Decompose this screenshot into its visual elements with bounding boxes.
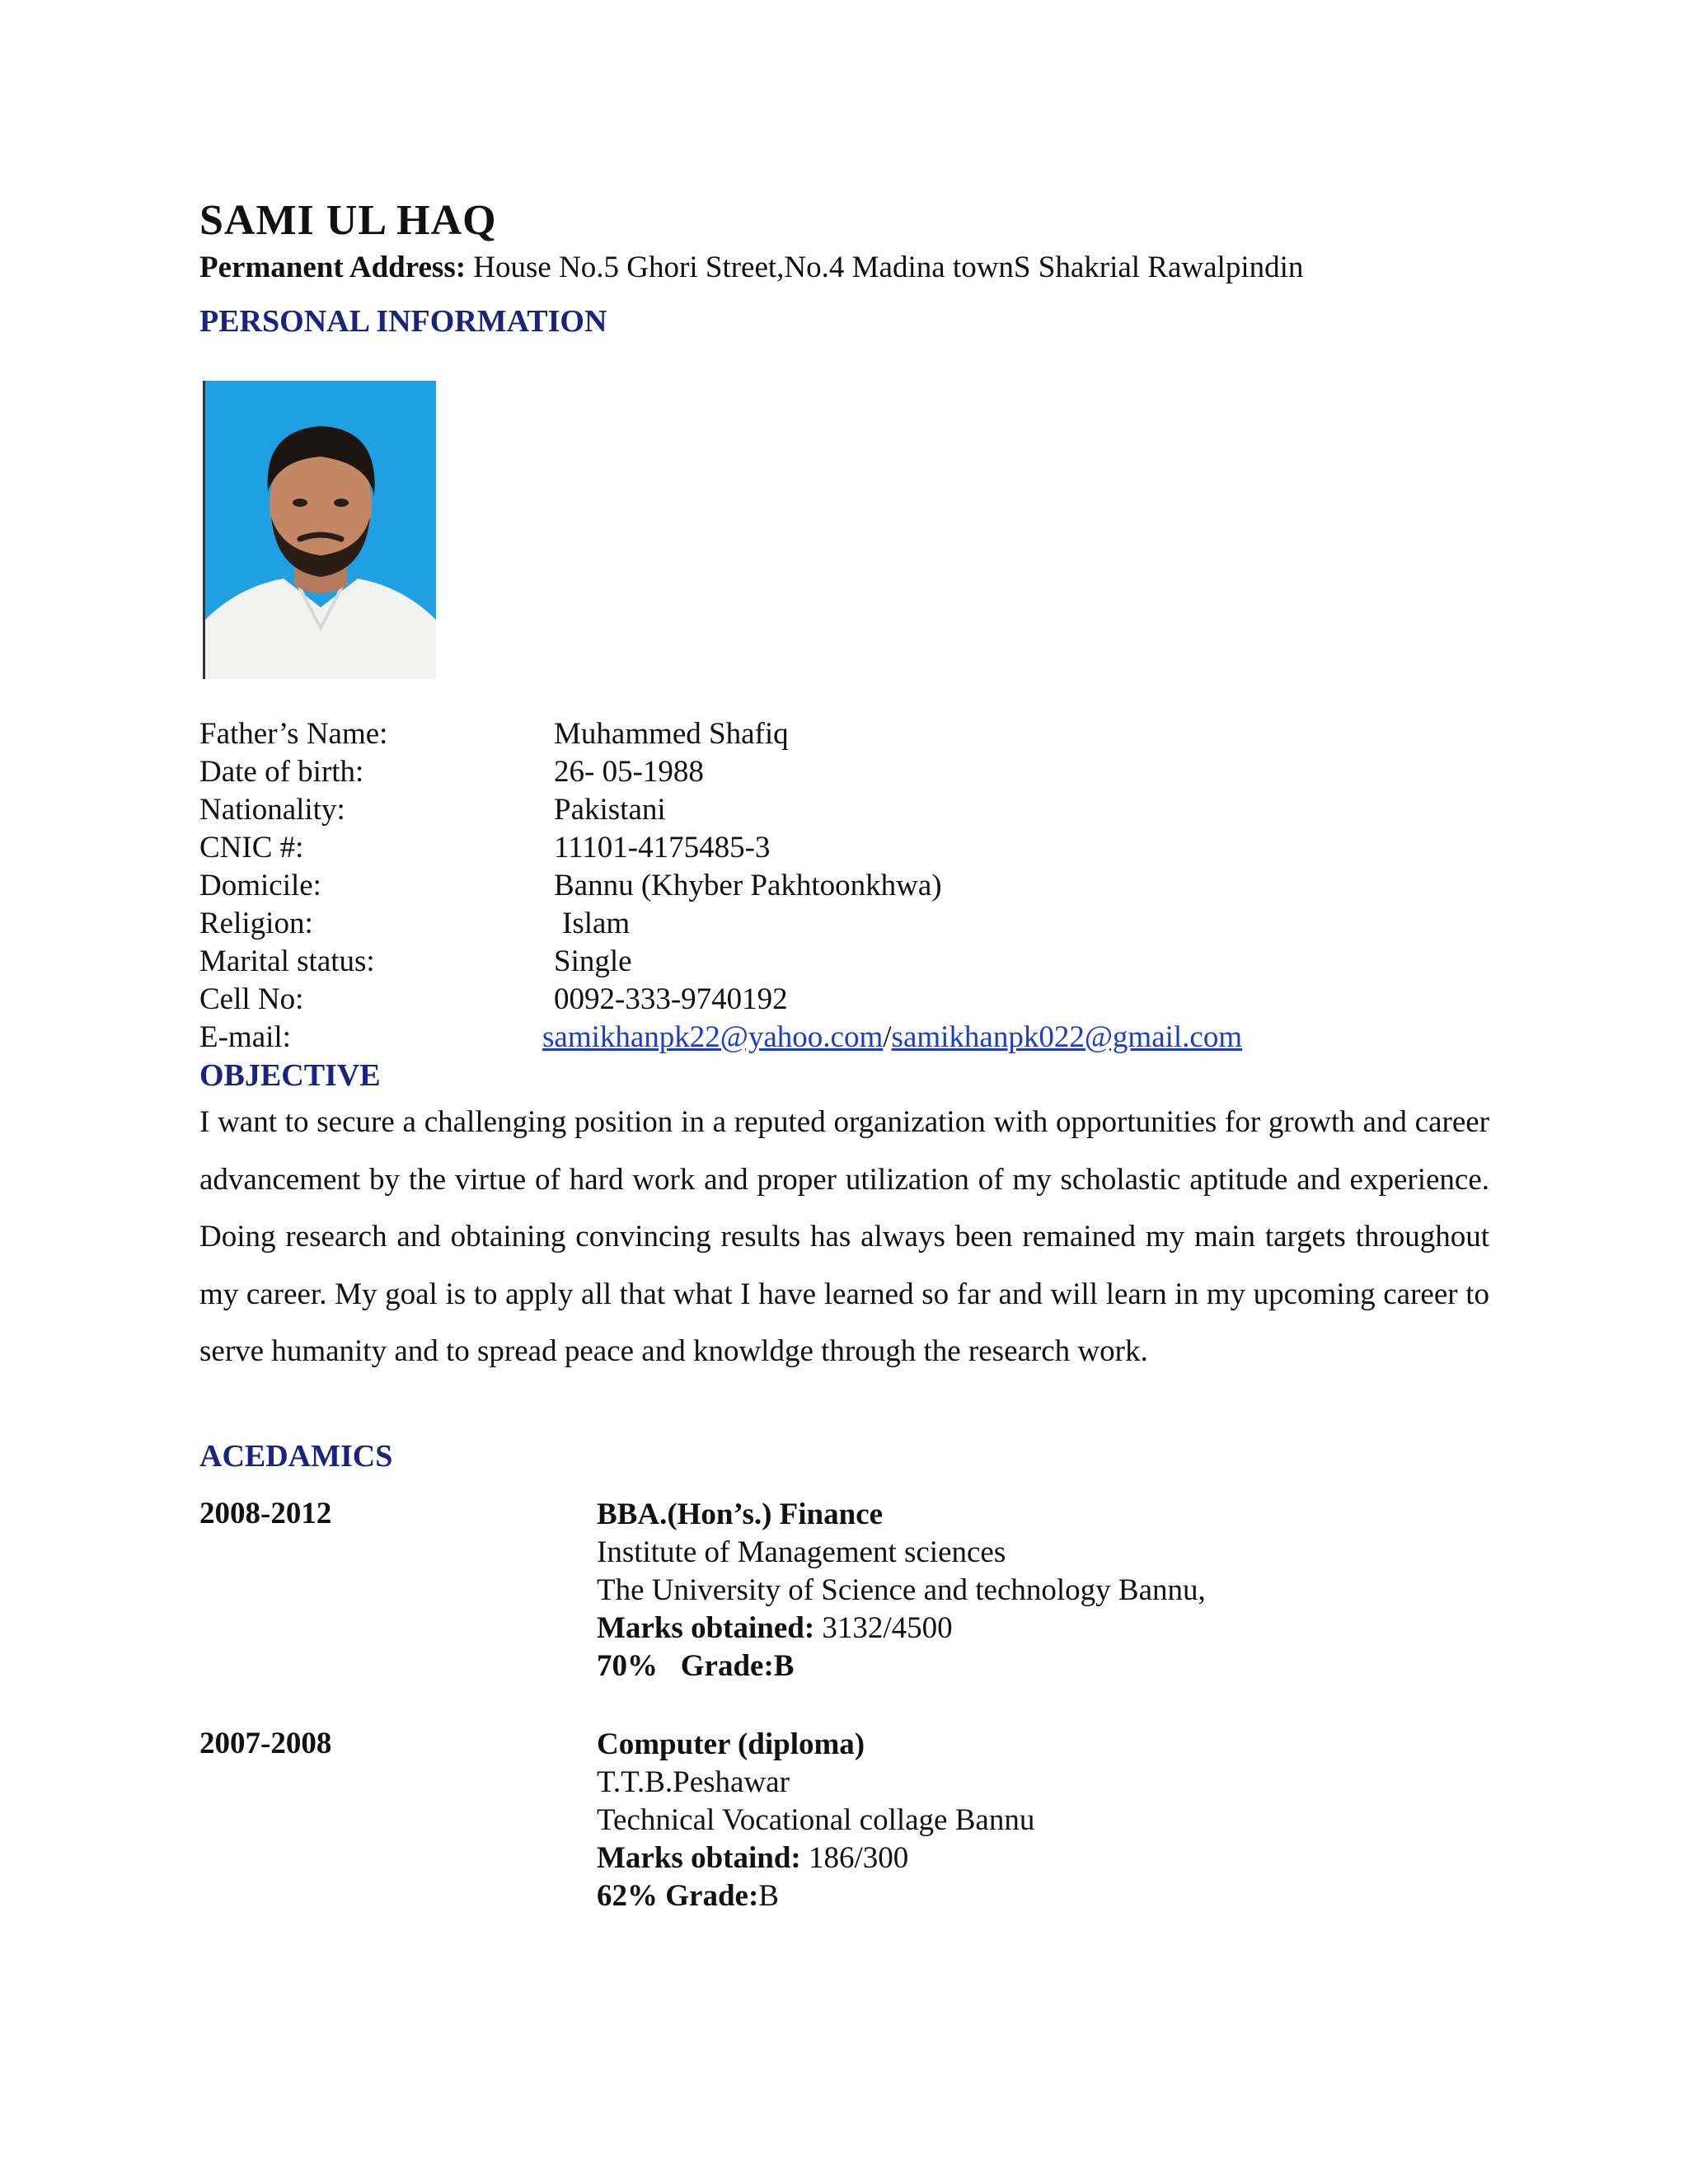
academic-university-1: The University of Science and technology Bannu, (597, 1573, 1206, 1607)
marks-label-1: Marks obtained: (597, 1611, 815, 1645)
marks-label-2: Marks obtaind: (597, 1841, 801, 1875)
address-label: Permanent Address: (199, 251, 467, 284)
permanent-address (199, 250, 1303, 285)
academic-grade-2 (597, 1877, 779, 1915)
fathers-name-value: Muhammed Shafiq (554, 717, 789, 751)
email-label: E-mail: (199, 1020, 291, 1054)
academic-marks-2 (597, 1840, 908, 1877)
objective-text: I want to secure a challenging position in a reputed organization with opportunities for growth and career advancement by the virtue of hard work and proper utilization of my scholastic aptitude and experience. Doing research and obtaining convincing results has always been remained my main targets throughout my career. My goal is to apply all that what I have learned so far and will learn in my upcoming career to serve humanity and to spread peace and knowldge through the research work. (199, 1105, 1489, 1368)
email-separator: / (883, 1020, 892, 1054)
objective-heading: OBJECTIVE (199, 1058, 381, 1093)
grade-label-2: 62% Grade: (597, 1879, 759, 1913)
grade-value-2: B (758, 1879, 779, 1913)
candidate-name: SAMI UL HAQ (199, 197, 497, 244)
fathers-name-label: Father’s Name: (199, 717, 388, 751)
domicile-label: Domicile: (199, 869, 321, 902)
nationality-label: Nationality: (199, 793, 345, 827)
religion-label: Religion: (199, 907, 313, 940)
cell-no-label: Cell No: (199, 982, 304, 1016)
academic-degree-1: BBA.(Hon’s.) Finance (597, 1497, 884, 1531)
nationality-value: Pakistani (554, 793, 666, 827)
marital-status-value: Single (554, 944, 632, 978)
date-of-birth-value: 26- 05-1988 (554, 755, 704, 789)
personal-info-heading: PERSONAL INFORMATION (199, 304, 607, 339)
religion-value: Islam (562, 907, 631, 940)
address-value: House No.5 Ghori Street,No.4 Madina townS Shakrial Rawalpindin (473, 251, 1304, 284)
academic-marks-1 (597, 1610, 953, 1647)
academic-degree-2: Computer (diploma) (597, 1727, 865, 1761)
profile-photo (203, 381, 436, 679)
marital-status-label: Marital status: (199, 944, 375, 978)
date-of-birth-label: Date of birth: (199, 755, 364, 789)
marks-value-2: 186/300 (808, 1841, 909, 1875)
academic-institute-2: T.T.B.Peshawar (597, 1765, 790, 1799)
marks-value-1: 3132/4500 (822, 1611, 953, 1645)
academics-heading: ACEDAMICS (199, 1439, 393, 1474)
academic-years-1: 2008-2012 (199, 1497, 332, 1530)
academic-institute-1: Institute of Management sciences (597, 1535, 1006, 1569)
academic-college-2: Technical Vocational collage Bannu (597, 1803, 1035, 1837)
domicile-value: Bannu (Khyber Pakhtoonkhwa) (554, 869, 942, 902)
cnic-label: CNIC #: (199, 831, 304, 865)
email-link-yahoo[interactable]: samikhanpk22@yahoo.com (542, 1020, 884, 1054)
cnic-value: 11101-4175485-3 (554, 831, 771, 865)
email-link-gmail[interactable]: samikhanpk022@gmail.com (891, 1020, 1243, 1054)
academic-years-2: 2007-2008 (199, 1727, 332, 1760)
cell-no-value: 0092-333-9740192 (554, 982, 788, 1016)
academic-grade-1: 70% Grade:B (597, 1649, 795, 1683)
email-value (542, 1019, 1242, 1057)
